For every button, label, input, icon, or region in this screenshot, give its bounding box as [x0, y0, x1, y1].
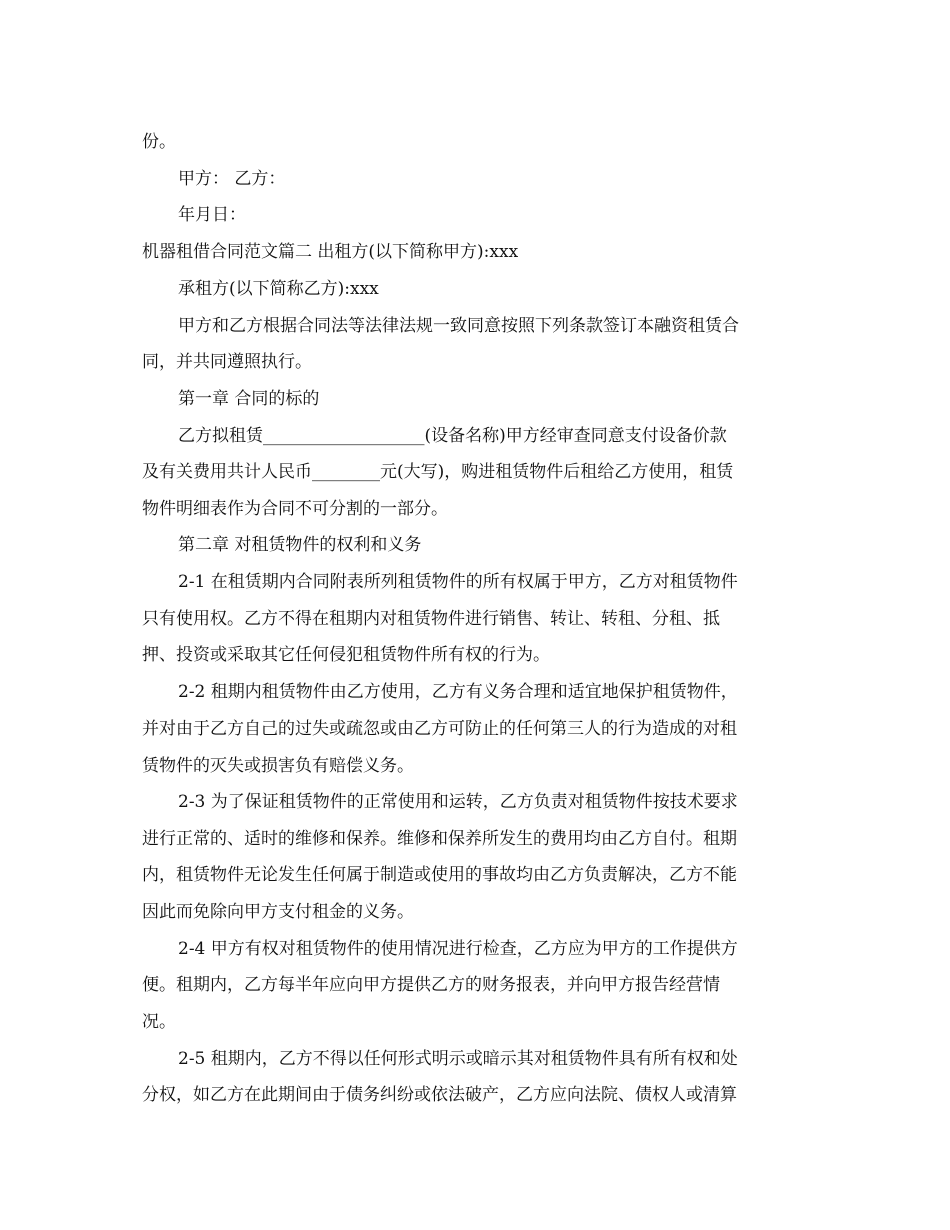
text-line: 并对由于乙方自己的过失或疏忽或由乙方可防止的任何第三人的行为造成的对租	[142, 719, 737, 739]
text-line: 赁物件的灭失或损害负有赔偿义务。	[142, 756, 414, 776]
text-line: 年月日：	[178, 205, 246, 225]
text-line: 2-4 甲方有权对租赁物件的使用情况进行检查，乙方应为甲方的工作提供方	[178, 939, 738, 959]
text-line: 分权，如乙方在此期间由于债务纠纷或依法破产，乙方应向法院、债权人或清算	[142, 1085, 737, 1105]
text-line: 只有使用权。乙方不得在租期内对租赁物件进行销售、转让、转租、分租、抵	[142, 609, 720, 629]
text-line: 乙方拟租赁___________________(设备名称)甲方经审查同意支付设备价款	[178, 426, 727, 446]
text-line: 承租方(以下简称乙方):xxx	[178, 279, 379, 299]
text-line: 进行正常的、适时的维修和保养。维修和保养所发生的费用均由乙方自付。租期	[142, 829, 737, 849]
text-line: 押、投资或采取其它任何侵犯租赁物件所有权的行为。	[142, 645, 550, 665]
chapter-heading: 第一章 合同的标的	[178, 389, 320, 409]
text-line: 内，租赁物件无论发生任何属于制造或使用的事故均由乙方负责解决，乙方不能	[142, 865, 737, 885]
text-line: 物件明细表作为合同不可分割的一部分。	[142, 499, 448, 519]
text-line: 及有关费用共计人民币________元(大写)，购进租赁物件后租给乙方使用，租赁	[142, 462, 734, 482]
chapter-heading: 第二章 对租赁物件的权利和义务	[178, 535, 422, 555]
text-line: 2-2 租期内租赁物件由乙方使用，乙方有义务合理和适宜地保护租赁物件，	[178, 682, 738, 702]
text-line: 2-1 在租赁期内合同附表所列租赁物件的所有权属于甲方，乙方对租赁物件	[178, 572, 738, 592]
text-line: 因此而免除向甲方支付租金的义务。	[142, 902, 414, 922]
text-line: 2-3 为了保证租赁物件的正常使用和运转，乙方负责对租赁物件按技术要求	[178, 792, 738, 812]
text-line: 便。租期内，乙方每半年应向甲方提供乙方的财务报表，并向甲方报告经营情	[142, 975, 720, 995]
text-line: 甲方和乙方根据合同法等法律法规一致同意按照下列条款签订本融资租赁合	[178, 316, 739, 336]
section-heading: 机器租借合同范文篇二 出租方(以下简称甲方):xxx	[142, 242, 519, 262]
text-line: 同，并共同遵照执行。	[142, 352, 312, 372]
text-line: 况。	[142, 1012, 176, 1032]
text-line: 甲方： 乙方：	[178, 169, 286, 189]
text-line: 2-5 租期内，乙方不得以任何形式明示或暗示其对租赁物件具有所有权和处	[178, 1049, 738, 1069]
text-line: 份。	[142, 132, 176, 152]
